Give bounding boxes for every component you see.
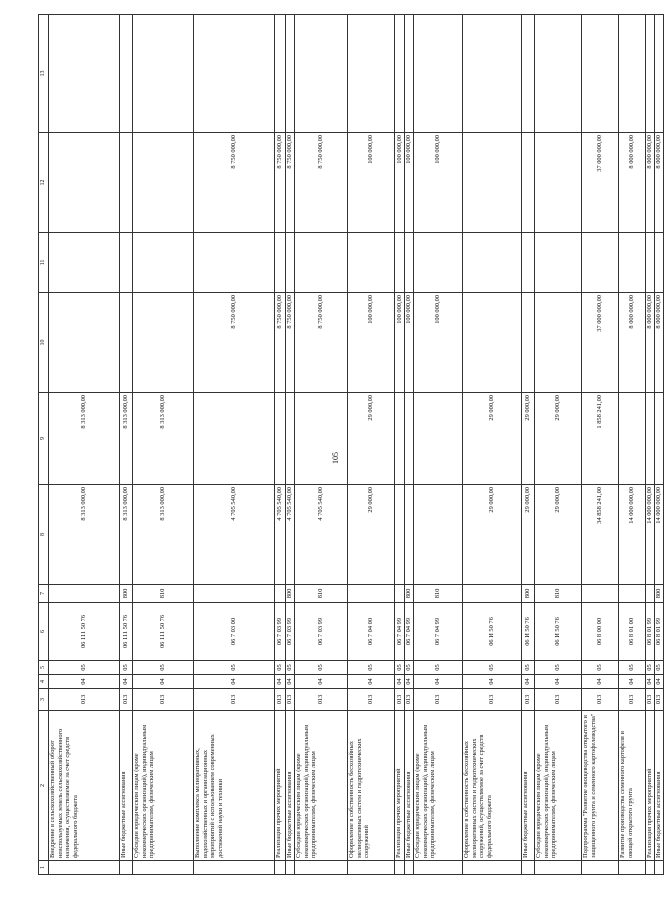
table-row xyxy=(655,15,664,875)
amount-cell xyxy=(619,15,646,133)
table-row xyxy=(414,15,463,875)
amount-cell: 8 313 000,00 xyxy=(120,393,133,485)
target-article-cell: 06 111 50 76 xyxy=(133,603,194,661)
amount-cell: 8 750 000,00 xyxy=(295,293,348,393)
amount-cell xyxy=(120,233,133,293)
amount-cell: 14 000 000,00 xyxy=(655,485,664,585)
table-row xyxy=(522,15,535,875)
row-number-cell xyxy=(405,861,414,875)
section-cell: 04 xyxy=(275,675,286,689)
amount-cell xyxy=(522,293,535,393)
amount-cell xyxy=(535,133,582,233)
target-article-cell: 06 7 03 00 xyxy=(194,603,275,661)
target-article-cell: 06 И 50 76 xyxy=(463,603,522,661)
amount-cell xyxy=(522,15,535,133)
amount-cell xyxy=(133,15,194,133)
header-cell: 6 xyxy=(39,603,49,661)
expense-type-cell xyxy=(395,585,405,603)
row-label: Иные бюджетные ассигнования xyxy=(522,711,535,861)
section-cell: 04 xyxy=(582,675,619,689)
subsection-cell: 05 xyxy=(646,661,655,675)
amount-cell: 100 000,00 xyxy=(414,293,463,393)
expense-type-cell: 800 xyxy=(286,585,295,603)
amount-cell xyxy=(463,233,522,293)
code-cell: 013 xyxy=(522,689,535,711)
subsection-cell: 05 xyxy=(463,661,522,675)
amount-cell xyxy=(120,15,133,133)
subsection-cell: 05 xyxy=(619,661,646,675)
header-cell: 1 xyxy=(39,861,49,875)
expense-type-cell xyxy=(646,585,655,603)
row-number-cell xyxy=(655,861,664,875)
target-article-cell: 06 111 50 76 xyxy=(120,603,133,661)
amount-cell xyxy=(348,233,395,293)
section-cell: 04 xyxy=(535,675,582,689)
row-number-cell xyxy=(522,861,535,875)
code-cell: 013 xyxy=(414,689,463,711)
amount-cell xyxy=(655,15,664,133)
code-cell: 013 xyxy=(405,689,414,711)
amount-cell xyxy=(120,293,133,393)
header-cell: 8 xyxy=(39,485,49,585)
amount-cell: 14 000 000,00 xyxy=(619,485,646,585)
row-label: Иные бюджетные ассигнования xyxy=(655,711,664,861)
target-article-cell: 06 7 04 99 xyxy=(395,603,405,661)
expense-type-cell: 810 xyxy=(414,585,463,603)
table-row xyxy=(582,15,619,875)
amount-cell xyxy=(414,15,463,133)
amount-cell: 8 750 000,00 xyxy=(295,133,348,233)
target-article-cell: 06 8 01 99 xyxy=(646,603,655,661)
row-number-cell xyxy=(120,861,133,875)
rotated-table-container xyxy=(38,15,663,875)
amount-cell: 14 000 000,00 xyxy=(646,485,655,585)
target-article-cell: 06 7 03 99 xyxy=(295,603,348,661)
amount-cell: 100 000,00 xyxy=(395,293,405,393)
amount-cell: 29 000,00 xyxy=(522,393,535,485)
amount-cell: 100 000,00 xyxy=(414,133,463,233)
row-number-cell xyxy=(295,861,348,875)
table-row xyxy=(194,15,275,875)
row-label: Развитие производства семенного картофеля и овощей открытого грунта xyxy=(619,711,646,861)
header-cell: 4 xyxy=(39,675,49,689)
amount-cell xyxy=(49,133,120,233)
row-label: Реализация прочих мероприятий xyxy=(275,711,286,861)
amount-cell xyxy=(49,233,120,293)
amount-cell xyxy=(120,133,133,233)
amount-cell: 29 000,00 xyxy=(535,485,582,585)
amount-cell xyxy=(414,233,463,293)
amount-cell: 100 000,00 xyxy=(405,133,414,233)
amount-cell: 8 000 000,00 xyxy=(619,133,646,233)
header-cell: 12 xyxy=(39,133,49,233)
amount-cell: 29 000,00 xyxy=(348,393,395,485)
table-row xyxy=(49,15,120,875)
section-cell: 04 xyxy=(405,675,414,689)
row-number-cell xyxy=(414,861,463,875)
subsection-cell: 05 xyxy=(286,661,295,675)
amount-cell xyxy=(286,393,295,485)
table-row xyxy=(463,15,522,875)
section-cell: 04 xyxy=(414,675,463,689)
amount-cell xyxy=(395,393,405,485)
code-cell: 013 xyxy=(49,689,120,711)
code-cell: 013 xyxy=(619,689,646,711)
amount-cell xyxy=(395,15,405,133)
code-cell: 013 xyxy=(395,689,405,711)
section-cell: 04 xyxy=(295,675,348,689)
code-cell: 013 xyxy=(286,689,295,711)
row-label: Оформление в собственность бесхозяйных мелиоративных систем и гидротехнических сооружений, осуществляемое за счет средств федерального бюджета xyxy=(463,711,522,861)
code-cell: 013 xyxy=(463,689,522,711)
amount-cell: 8 750 000,00 xyxy=(194,293,275,393)
target-article-cell: 06 7 03 99 xyxy=(286,603,295,661)
amount-cell xyxy=(405,15,414,133)
amount-cell xyxy=(535,15,582,133)
table-body xyxy=(49,15,664,875)
target-article-cell: 06 И 50 76 xyxy=(522,603,535,661)
section-cell: 04 xyxy=(655,675,664,689)
amount-cell: 8 313 000,00 xyxy=(49,485,120,585)
amount-cell xyxy=(275,15,286,133)
target-article-cell: 06 8 00 00 xyxy=(582,603,619,661)
table-row xyxy=(133,15,194,875)
subsection-cell: 05 xyxy=(522,661,535,675)
row-label: Иные бюджетные ассигнования xyxy=(286,711,295,861)
amount-cell: 37 000 000,00 xyxy=(582,293,619,393)
amount-cell: 8 750 000,00 xyxy=(275,293,286,393)
header-cell: 10 xyxy=(39,293,49,393)
amount-cell xyxy=(194,233,275,293)
amount-cell xyxy=(655,233,664,293)
subsection-cell: 05 xyxy=(133,661,194,675)
code-cell: 013 xyxy=(655,689,664,711)
amount-cell xyxy=(295,393,348,485)
section-cell: 04 xyxy=(133,675,194,689)
amount-cell: 4 705 540,00 xyxy=(194,485,275,585)
target-article-cell: 06 8 01 00 xyxy=(619,603,646,661)
amount-cell xyxy=(405,485,414,585)
code-cell: 013 xyxy=(535,689,582,711)
row-label: Реализация прочих мероприятий xyxy=(646,711,655,861)
amount-cell xyxy=(646,233,655,293)
table-row xyxy=(535,15,582,875)
section-cell: 04 xyxy=(522,675,535,689)
expense-type-cell: 800 xyxy=(655,585,664,603)
amount-cell xyxy=(463,15,522,133)
code-cell: 013 xyxy=(646,689,655,711)
amount-cell xyxy=(49,15,120,133)
amount-cell xyxy=(286,233,295,293)
page-number: 105 xyxy=(331,452,340,464)
amount-cell xyxy=(522,233,535,293)
amount-cell xyxy=(522,133,535,233)
amount-cell: 100 000,00 xyxy=(348,293,395,393)
row-number-cell xyxy=(286,861,295,875)
amount-cell: 29 000,00 xyxy=(522,485,535,585)
code-cell: 013 xyxy=(133,689,194,711)
expense-type-cell xyxy=(275,585,286,603)
amount-cell: 8 750 000,00 xyxy=(286,133,295,233)
amount-cell: 8 313 000,00 xyxy=(49,393,120,485)
amount-cell: 100 000,00 xyxy=(348,133,395,233)
amount-cell xyxy=(405,393,414,485)
amount-cell: 8 000 000,00 xyxy=(655,133,664,233)
amount-cell xyxy=(275,393,286,485)
amount-cell: 29 000,00 xyxy=(348,485,395,585)
target-article-cell: 06 7 04 99 xyxy=(414,603,463,661)
row-number-cell xyxy=(194,861,275,875)
amount-cell: 8 750 000,00 xyxy=(275,133,286,233)
row-number-cell xyxy=(646,861,655,875)
code-cell: 013 xyxy=(348,689,395,711)
target-article-cell: 06 8 01 99 xyxy=(655,603,664,661)
amount-cell: 8 313 000,00 xyxy=(120,485,133,585)
amount-cell xyxy=(405,233,414,293)
code-cell: 013 xyxy=(582,689,619,711)
row-number-cell xyxy=(582,861,619,875)
subsection-cell: 05 xyxy=(395,661,405,675)
amount-cell: 8 000 000,00 xyxy=(655,293,664,393)
expense-type-cell: 810 xyxy=(133,585,194,603)
header-row xyxy=(39,15,49,875)
amount-cell xyxy=(619,393,646,485)
section-cell: 04 xyxy=(194,675,275,689)
table-row xyxy=(348,15,395,875)
row-label: Подпрограмма "Развитие овощеводства открытого и защищенного грунта и семенного картофелеводства" xyxy=(582,711,619,861)
row-number-cell xyxy=(49,861,120,875)
amount-cell xyxy=(655,393,664,485)
row-label: Внедрение в сельскохозяйственный оборот неиспользуемых земель сельскохозяйственного назначения, осуществляемое за счет средств федерального бюджета xyxy=(49,711,120,861)
amount-cell: 8 750 000,00 xyxy=(194,133,275,233)
expense-type-cell xyxy=(194,585,275,603)
amount-cell xyxy=(275,233,286,293)
row-label: Субсидии юридическим лицам (кроме некоммерческих организаций), индивидуальным предпринимателям, физическим лицам xyxy=(535,711,582,861)
row-label: Субсидии юридическим лицам (кроме некоммерческих организаций), индивидуальным предпринимателям, физическим лицам xyxy=(295,711,348,861)
row-label: Иные бюджетные ассигнования xyxy=(120,711,133,861)
amount-cell xyxy=(133,133,194,233)
amount-cell xyxy=(463,293,522,393)
row-number-cell xyxy=(619,861,646,875)
table-row xyxy=(275,15,286,875)
subsection-cell: 05 xyxy=(275,661,286,675)
amount-cell xyxy=(295,233,348,293)
amount-cell: 8 313 000,00 xyxy=(133,393,194,485)
amount-cell xyxy=(348,15,395,133)
expense-type-cell xyxy=(582,585,619,603)
code-cell: 013 xyxy=(120,689,133,711)
subsection-cell: 05 xyxy=(120,661,133,675)
amount-cell: 100 000,00 xyxy=(395,133,405,233)
subsection-cell: 05 xyxy=(49,661,120,675)
table-row xyxy=(286,15,295,875)
expense-type-cell: 810 xyxy=(295,585,348,603)
table-row xyxy=(120,15,133,875)
amount-cell xyxy=(619,233,646,293)
amount-cell: 8 000 000,00 xyxy=(646,293,655,393)
header-cell: 13 xyxy=(39,15,49,133)
amount-cell: 34 858 241,00 xyxy=(582,485,619,585)
table-row xyxy=(619,15,646,875)
amount-cell: 8 000 000,00 xyxy=(646,133,655,233)
header-cell: 11 xyxy=(39,233,49,293)
amount-cell xyxy=(395,485,405,585)
code-cell: 013 xyxy=(194,689,275,711)
section-cell: 04 xyxy=(120,675,133,689)
subsection-cell: 05 xyxy=(348,661,395,675)
amount-cell: 37 000 000,00 xyxy=(582,133,619,233)
row-number-cell xyxy=(348,861,395,875)
row-label: Выполнение комплекса мелиоративных, водохозяйственных и организационных мероприятий с использованием современных достижений науки и техники xyxy=(194,711,275,861)
target-article-cell: 06 7 03 99 xyxy=(275,603,286,661)
section-cell: 04 xyxy=(286,675,295,689)
table-row xyxy=(405,15,414,875)
amount-cell: 4 705 540,00 xyxy=(275,485,286,585)
row-number-cell xyxy=(395,861,405,875)
amount-cell xyxy=(395,233,405,293)
target-article-cell: 06 И 50 76 xyxy=(535,603,582,661)
subsection-cell: 05 xyxy=(414,661,463,675)
expense-type-cell: 810 xyxy=(535,585,582,603)
amount-cell: 29 000,00 xyxy=(463,393,522,485)
amount-cell: 100 000,00 xyxy=(405,293,414,393)
section-cell: 04 xyxy=(348,675,395,689)
amount-cell xyxy=(646,393,655,485)
amount-cell xyxy=(414,485,463,585)
header-cell: 9 xyxy=(39,393,49,485)
amount-cell: 4 705 540,00 xyxy=(295,485,348,585)
subsection-cell: 05 xyxy=(194,661,275,675)
amount-cell xyxy=(295,15,348,133)
amount-cell xyxy=(194,15,275,133)
amount-cell: 8 750 000,00 xyxy=(286,293,295,393)
amount-cell: 8 313 000,00 xyxy=(133,485,194,585)
amount-cell: 8 000 000,00 xyxy=(619,293,646,393)
amount-cell: 1 858 241,00 xyxy=(582,393,619,485)
amount-cell xyxy=(286,15,295,133)
amount-cell xyxy=(133,293,194,393)
amount-cell: 4 705 540,00 xyxy=(286,485,295,585)
amount-cell xyxy=(49,293,120,393)
code-cell: 013 xyxy=(295,689,348,711)
subsection-cell: 05 xyxy=(295,661,348,675)
expense-type-cell xyxy=(348,585,395,603)
expense-type-cell xyxy=(463,585,522,603)
row-number-cell xyxy=(463,861,522,875)
row-label: Субсидии юридическим лицам (кроме некоммерческих организаций), индивидуальным предпринимателям, физическим лицам xyxy=(133,711,194,861)
row-number-cell xyxy=(133,861,194,875)
target-article-cell: 06 7 04 00 xyxy=(348,603,395,661)
amount-cell: 29 000,00 xyxy=(463,485,522,585)
amount-cell xyxy=(582,15,619,133)
row-label: Реализация прочих мероприятий xyxy=(395,711,405,861)
header-cell: 3 xyxy=(39,689,49,711)
expense-type-cell: 800 xyxy=(405,585,414,603)
amount-cell xyxy=(414,393,463,485)
subsection-cell: 05 xyxy=(535,661,582,675)
section-cell: 04 xyxy=(646,675,655,689)
section-cell: 04 xyxy=(619,675,646,689)
amount-cell xyxy=(535,293,582,393)
table-row xyxy=(646,15,655,875)
row-number-cell xyxy=(275,861,286,875)
amount-cell xyxy=(535,233,582,293)
amount-cell xyxy=(194,393,275,485)
row-number-cell xyxy=(535,861,582,875)
row-label: Иные бюджетные ассигнования xyxy=(405,711,414,861)
amount-cell xyxy=(133,233,194,293)
amount-cell xyxy=(582,233,619,293)
subsection-cell: 05 xyxy=(655,661,664,675)
amount-cell: 29 000,00 xyxy=(535,393,582,485)
row-label: Оформление в собственность бесхозяйных мелиоративных систем и гидротехнических сооружений xyxy=(348,711,395,861)
expense-type-cell xyxy=(619,585,646,603)
table-row xyxy=(295,15,348,875)
expense-type-cell: 800 xyxy=(120,585,133,603)
section-cell: 04 xyxy=(463,675,522,689)
code-cell: 013 xyxy=(275,689,286,711)
expense-type-cell xyxy=(49,585,120,603)
expense-type-cell: 800 xyxy=(522,585,535,603)
section-cell: 04 xyxy=(395,675,405,689)
budget-table xyxy=(38,14,664,875)
amount-cell xyxy=(646,15,655,133)
section-cell: 04 xyxy=(49,675,120,689)
amount-cell xyxy=(463,133,522,233)
row-label: Субсидии юридическим лицам (кроме некоммерческих организаций), индивидуальным предпринимателям, физическим лицам xyxy=(414,711,463,861)
header-cell: 5 xyxy=(39,661,49,675)
header-cell: 2 xyxy=(39,711,49,861)
subsection-cell: 05 xyxy=(405,661,414,675)
target-article-cell: 06 111 50 76 xyxy=(49,603,120,661)
header-cell: 7 xyxy=(39,585,49,603)
subsection-cell: 05 xyxy=(582,661,619,675)
table-row xyxy=(395,15,405,875)
target-article-cell: 06 7 04 99 xyxy=(405,603,414,661)
